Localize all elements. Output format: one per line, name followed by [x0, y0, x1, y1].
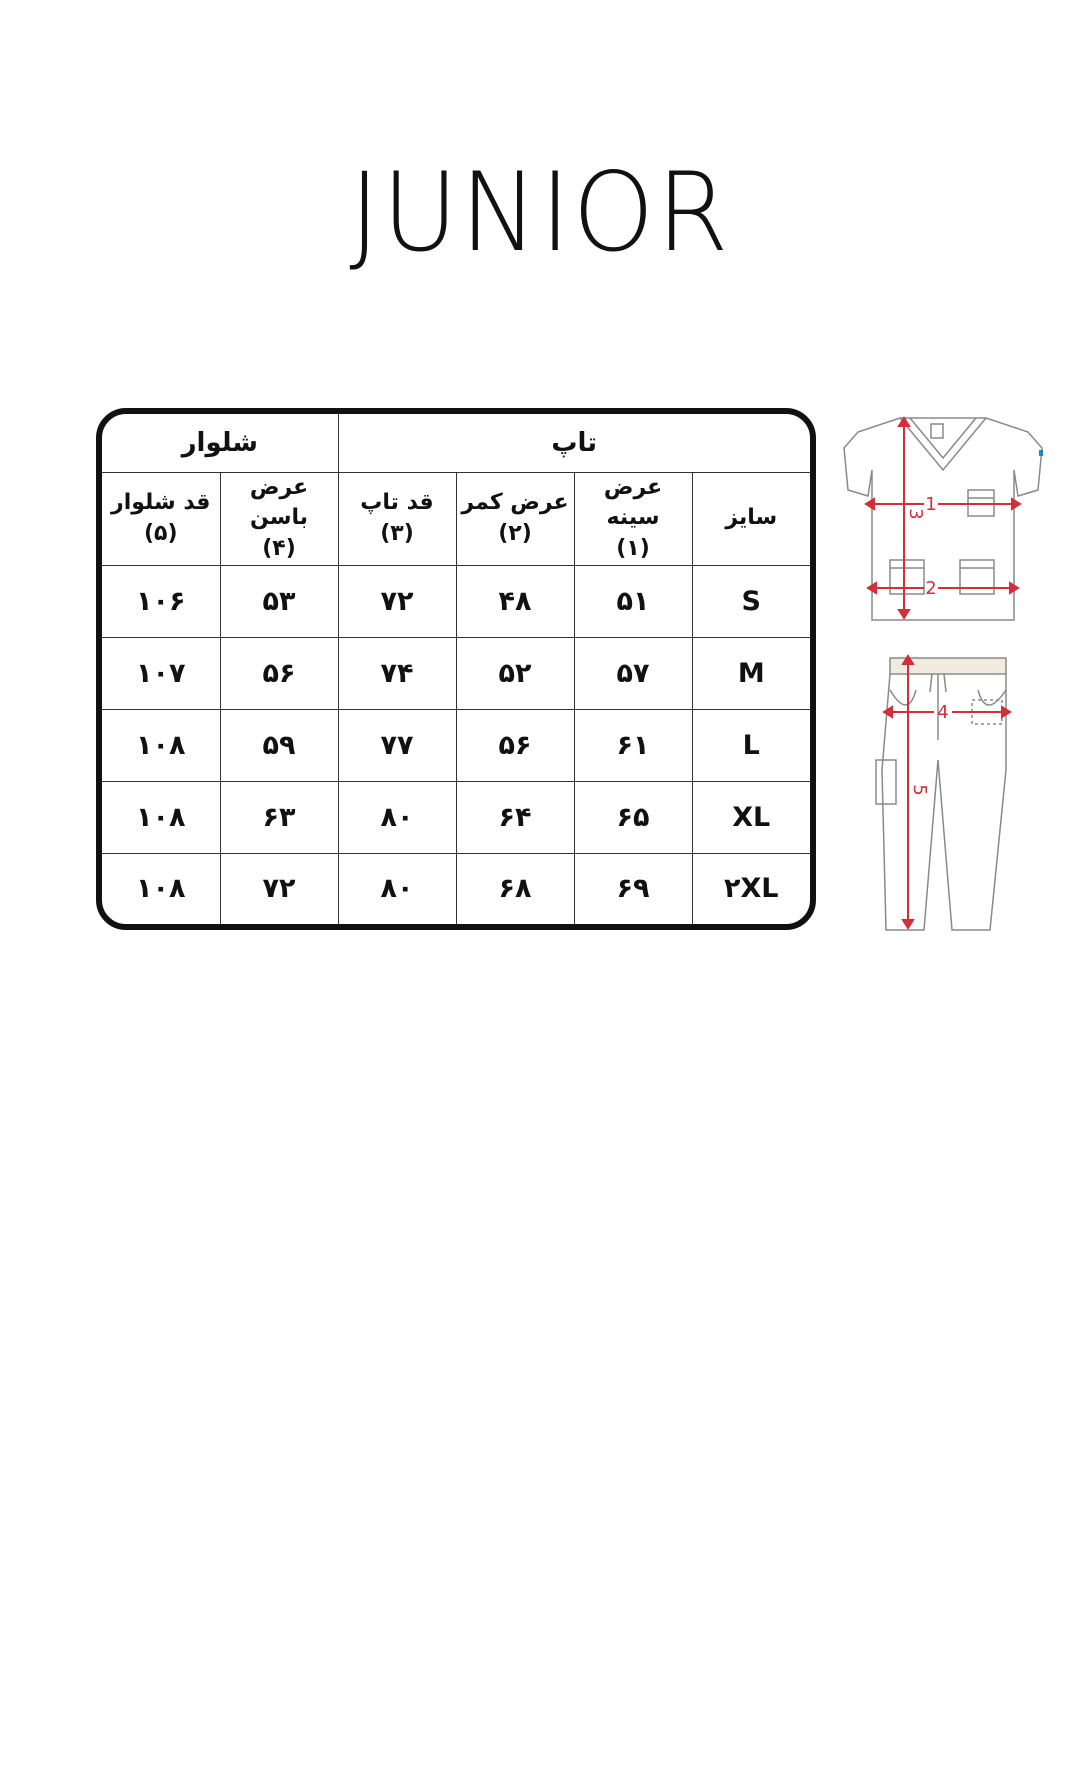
shirt-arrows: [866, 418, 1020, 618]
size-chart-table: [96, 408, 816, 930]
size-cell: XL: [692, 781, 810, 853]
col-header-top-length-num: (۳): [380, 520, 414, 546]
chest-cell: ۶۹: [574, 853, 692, 924]
pants-arrows: [884, 656, 1010, 928]
table-row: [102, 637, 810, 709]
pants-length-cell: ۱۰۷: [102, 637, 220, 709]
hip-cell: ۵۳: [220, 565, 338, 637]
col-header-chest: [574, 472, 692, 565]
waist-cell: ۶۴: [456, 781, 574, 853]
shirt-label-length: 3: [905, 508, 926, 520]
col-header-waist: [456, 472, 574, 565]
size-cell: L: [692, 709, 810, 781]
pants-length-cell: ۱۰۸: [102, 709, 220, 781]
col-header-pants-length: [102, 472, 220, 565]
hip-cell: ۶۳: [220, 781, 338, 853]
chest-cell: ۵۷: [574, 637, 692, 709]
pants-label-hip: 4: [937, 702, 949, 723]
table-row: [102, 853, 810, 924]
hip-cell: ۵۶: [220, 637, 338, 709]
hip-cell: ۵۹: [220, 709, 338, 781]
waist-cell: ۴۸: [456, 565, 574, 637]
chest-cell: ۶۱: [574, 709, 692, 781]
size-table: [102, 414, 810, 924]
waist-cell: ۵۲: [456, 637, 574, 709]
hip-cell: ۷۲: [220, 853, 338, 924]
col-header-hip-num: (۴): [262, 536, 296, 562]
pants-measurement-diagram: [868, 650, 1018, 935]
shirt-label-waist: 2: [925, 578, 937, 599]
col-header-hip-label: عرض باسن: [249, 474, 309, 531]
top-length-cell: ۷۴: [338, 637, 456, 709]
col-header-top-length-label: قد تاپ: [360, 489, 434, 515]
pants-outline: [876, 658, 1006, 930]
size-cell: M: [692, 637, 810, 709]
waist-cell: ۵۶: [456, 709, 574, 781]
col-header-chest-label: عرض سینه: [603, 474, 663, 531]
shirt-label-chest: 1: [925, 494, 937, 515]
col-header-waist-num: (۲): [498, 520, 532, 546]
col-header-pants-length-label: قد شلوار: [111, 489, 211, 515]
size-cell: S: [692, 565, 810, 637]
pants-length-cell: ۱۰۸: [102, 781, 220, 853]
chest-cell: ۶۵: [574, 781, 692, 853]
size-cell: ۲XL: [692, 853, 810, 924]
pants-length-cell: ۱۰۶: [102, 565, 220, 637]
col-header-waist-label: عرض کمر: [461, 489, 569, 515]
table-row: [102, 565, 810, 637]
group-header-row: [102, 414, 810, 472]
col-header-top-length: [338, 472, 456, 565]
pants-label-length: 5: [909, 784, 930, 796]
col-header-size-label: سایز: [725, 505, 778, 531]
group-top-header: تاپ: [338, 414, 810, 472]
page-title: JUNIOR: [349, 147, 731, 277]
table-row: [102, 781, 810, 853]
top-length-cell: ۷۷: [338, 709, 456, 781]
top-length-cell: ۷۲: [338, 565, 456, 637]
col-header-pants-length-num: (۵): [143, 520, 178, 546]
table-row: [102, 709, 810, 781]
chest-cell: ۵۱: [574, 565, 692, 637]
waist-cell: ۶۸: [456, 853, 574, 924]
col-header-hip: [220, 472, 338, 565]
pants-length-cell: ۱۰۸: [102, 853, 220, 924]
col-header-chest-num: (۱): [616, 536, 650, 562]
top-length-cell: ۸۰: [338, 853, 456, 924]
tag-icon: [1039, 450, 1043, 456]
top-length-cell: ۸۰: [338, 781, 456, 853]
column-header-row: [102, 472, 810, 565]
shirt-measurement-diagram: [838, 410, 1048, 630]
group-pants-header: شلوار: [102, 414, 338, 472]
col-header-size: [692, 472, 810, 565]
